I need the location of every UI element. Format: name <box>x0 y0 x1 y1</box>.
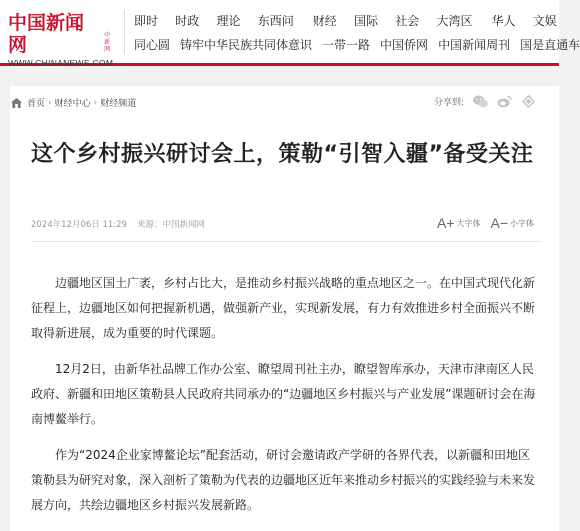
site-logo[interactable] <box>8 12 114 68</box>
nav-item-chinaqw[interactable]: 中国侨网 <box>380 37 429 52</box>
nav-row-primary <box>124 8 564 32</box>
wechat-icon[interactable] <box>473 95 488 108</box>
breadcrumb-finance-center[interactable]: 财经中心 <box>54 99 91 109</box>
nav-item-overseas-chinese[interactable]: 华人 <box>491 13 516 28</box>
weibo-icon[interactable] <box>497 95 512 108</box>
font-large-label: 大字体 <box>456 218 481 228</box>
nav-item-concentric[interactable]: 同心圆 <box>134 37 171 52</box>
font-large-button[interactable] <box>437 215 481 231</box>
nav-item-society[interactable]: 社会 <box>395 13 420 28</box>
publish-date: 2024年12月06日 11:29 <box>31 220 127 230</box>
nav-item-east-west[interactable]: 东西问 <box>257 13 294 28</box>
more-share-icon[interactable] <box>521 95 536 108</box>
breadcrumb-finance-channel[interactable]: 财经频道 <box>100 99 137 109</box>
main-nav <box>124 8 580 56</box>
article-paragraph: 边疆地区国土广袤，乡村占比大，是推动乡村振兴战略的重点地区之一。在中国式现代化新征程上，边疆地区如何把握新机遇，做强新产业，实现新发展，有力有效推进乡村全面振兴不断取得新进展，成为重要的时代课题。 <box>31 276 536 340</box>
logo-text-cn: 中国新闻网 <box>8 12 85 56</box>
share-label: 分享到: <box>434 98 465 108</box>
nav-item-newsweek[interactable]: 中国新闻周刊 <box>438 37 511 52</box>
font-increase-icon: A+ <box>437 215 455 231</box>
nav-item-national-community[interactable]: 铸牢中华民族共同体意识 <box>180 37 313 52</box>
share-bar <box>434 95 536 108</box>
breadcrumb-home[interactable]: 首页 <box>27 99 46 109</box>
font-small-label: 小字体 <box>510 218 535 228</box>
nav-row-secondary <box>124 32 580 56</box>
breadcrumb <box>11 96 136 109</box>
article-meta <box>31 218 205 230</box>
font-decrease-icon: A− <box>490 215 509 231</box>
home-icon[interactable] <box>11 98 22 108</box>
nav-item-finance[interactable]: 财经 <box>312 13 337 28</box>
nav-item-greater-bay[interactable]: 大湾区 <box>436 13 473 28</box>
nav-item-theory[interactable]: 理论 <box>216 13 241 28</box>
nav-item-state-express[interactable]: 国是直通车 <box>520 37 580 52</box>
article-source: 来源：中国新闻网 <box>136 220 205 230</box>
site-header <box>0 0 580 68</box>
font-small-button[interactable] <box>491 215 535 231</box>
nav-item-politics[interactable]: 时政 <box>175 13 200 28</box>
breadcrumb-separator: › <box>93 97 98 108</box>
meta-divider <box>31 241 541 242</box>
nav-item-international[interactable]: 国际 <box>354 13 379 28</box>
article-paragraph: 12月2日，由新华社品牌工作办公室、瞭望周刊社主办，瞭望智库承办，天津市津南区人民政府、新疆和田地区策勒县人民政府共同承办的“边疆地区乡村振兴与产业发展”课题研讨会在海南博鳌举行。 <box>31 362 536 426</box>
nav-item-entertainment[interactable]: 文娱 <box>532 13 557 28</box>
nav-item-belt-road[interactable]: 一带一路 <box>322 37 371 52</box>
article-body <box>31 271 541 529</box>
font-size-controls <box>437 215 544 231</box>
nav-item-instant[interactable]: 即时 <box>134 13 159 28</box>
logo-text-small: 中新网 <box>104 32 111 53</box>
article-title: 这个乡村振兴研讨会上，策勒“引智入疆”备受关注 <box>31 142 534 167</box>
logo-text-en: WWW.CHINANEWS.COM <box>8 58 114 68</box>
breadcrumb-separator: › <box>48 97 52 108</box>
article-paragraph: 作为“2024企业家博鳌论坛”配套活动，研讨会邀请政产学研的各界代表，以新疆和田地区策勒县为研究对象，深入剖析了策勒为代表的边疆地区近年来推动乡村振兴的实践经验与未来发展方向，共绘边疆地区乡村振兴发展新路。 <box>31 448 536 512</box>
